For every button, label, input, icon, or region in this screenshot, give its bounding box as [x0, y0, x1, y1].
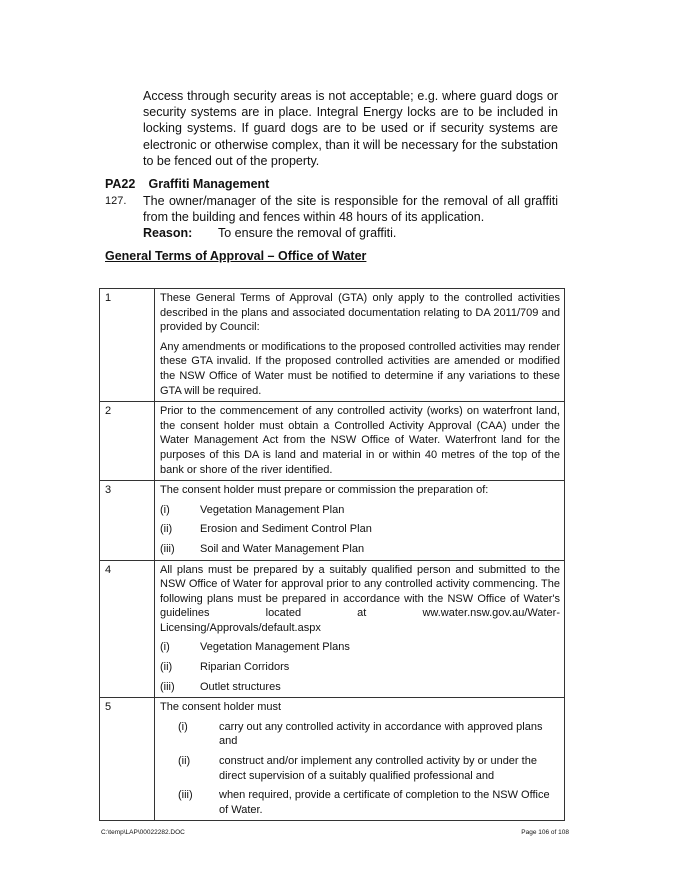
list-item-roman: (iii): [160, 542, 175, 555]
list-item-roman: (i): [160, 503, 170, 516]
term-number: 2: [100, 402, 155, 481]
list-item-roman: (ii): [160, 523, 173, 536]
condition-text: The owner/manager of the site is responsible for the removal of all graffiti from the building and fences within 48 hours of its application.: [143, 194, 558, 224]
term-content: [155, 402, 565, 481]
list-item: [178, 720, 560, 749]
table-row: [100, 402, 565, 481]
list-item: [178, 754, 560, 783]
list-item: [160, 542, 560, 557]
list-item: [160, 522, 560, 537]
condition-code: PA22: [105, 177, 136, 191]
term-content: [155, 289, 565, 402]
list-item-text: when required, provide a certificate of completion to the NSW Office of Water.: [219, 789, 550, 816]
list-item-roman: (i): [160, 641, 170, 654]
footer-file-path: C:\temp\LAP\00022282.DOC: [101, 829, 185, 836]
list-item-text: construct and/or implement any controlled activity by or under the direct supervision of a suitably qualified professional and: [219, 755, 537, 782]
term-paragraph: Any amendments or modifications to the proposed controlled activities may render these GTA invalid. If the proposed controlled activities are amended or modified the NSW Office of Water must be notified to determine if any variations to these GTA will be required.: [160, 340, 560, 397]
list-item: [160, 640, 560, 655]
term-paragraph: The consent holder must prepare or commission the preparation of:: [160, 484, 489, 497]
list-item-roman: (iii): [178, 789, 193, 802]
term-paragraph: All plans must be prepared by a suitably qualified person and submitted to the NSW Office of Water for approval prior to any controlled activity commencing. The following plans must be prepared in accordance with the NSW Office of Water's guidelines located at ww.water.nsw.gov.au/Water-Licensing/Approvals/default.aspx: [160, 563, 560, 634]
condition-heading: [105, 177, 269, 191]
term-paragraph: The consent holder must: [160, 701, 282, 714]
list-item-text: Outlet structures: [200, 680, 281, 693]
list-item-roman: (ii): [178, 755, 191, 768]
list-item-text: Erosion and Sediment Control Plan: [200, 523, 372, 536]
term-paragraph: Prior to the commencement of any controlled activity (works) on waterfront land, the consent holder must obtain a Controlled Activity Approval (CAA) under the Water Management Act from the NSW Office of Water. Waterfront land for the purposes of this DA is land and material in or within 40 metres of the top of the bank or shore of the river identified.: [160, 405, 560, 476]
term-content: [155, 698, 565, 821]
terms-table: [99, 288, 565, 821]
term-content: [155, 481, 565, 560]
term-paragraph: These General Terms of Approval (GTA) only apply to the controlled activities described in the plans and associated documentation relating to DA 2011/709 and provided by Council:: [160, 292, 560, 334]
term-number: 5: [100, 698, 155, 821]
term-number: 3: [100, 481, 155, 560]
condition-reason: [143, 225, 558, 241]
list-item-text: carry out any controlled activity in accordance with approved plans and: [219, 720, 543, 748]
term-number: 4: [100, 560, 155, 698]
list-item-text: Vegetation Management Plan: [200, 503, 345, 516]
table-row: [100, 698, 565, 821]
list-item: [160, 503, 560, 518]
list-item-text: Soil and Water Management Plan: [200, 542, 365, 555]
reason-text: To ensure the removal of graffiti.: [218, 226, 397, 240]
table-row: [100, 481, 565, 560]
condition-number: 127.: [105, 195, 127, 207]
section-title: General Terms of Approval – Office of Water: [105, 249, 367, 263]
list-item-text: Vegetation Management Plans: [200, 641, 350, 654]
list-item-roman: (iii): [160, 680, 175, 693]
reason-label: Reason:: [143, 226, 193, 240]
term-number: 1: [100, 289, 155, 402]
table-row: [100, 289, 565, 402]
table-row: [100, 560, 565, 698]
term-content: [155, 560, 565, 698]
list-item-text: Riparian Corridors: [200, 661, 290, 674]
list-item: [160, 660, 560, 675]
list-item-roman: (ii): [160, 661, 173, 674]
list-item: [178, 788, 560, 817]
condition-title: Graffiti Management: [148, 177, 270, 191]
condition-127: [105, 193, 558, 241]
footer-page-number: Page 106 of 108: [521, 829, 569, 836]
intro-paragraph: Access through security areas is not acceptable; e.g. where guard dogs or security systems are in place. Integral Energy locks are to be included in locking systems. If guard dogs are to be used or if security systems are electronic or otherwise complex, than it will be necessary for the substation to be fenced out of the property.: [143, 89, 558, 168]
list-item-roman: (i): [178, 720, 188, 733]
list-item: [160, 680, 560, 695]
